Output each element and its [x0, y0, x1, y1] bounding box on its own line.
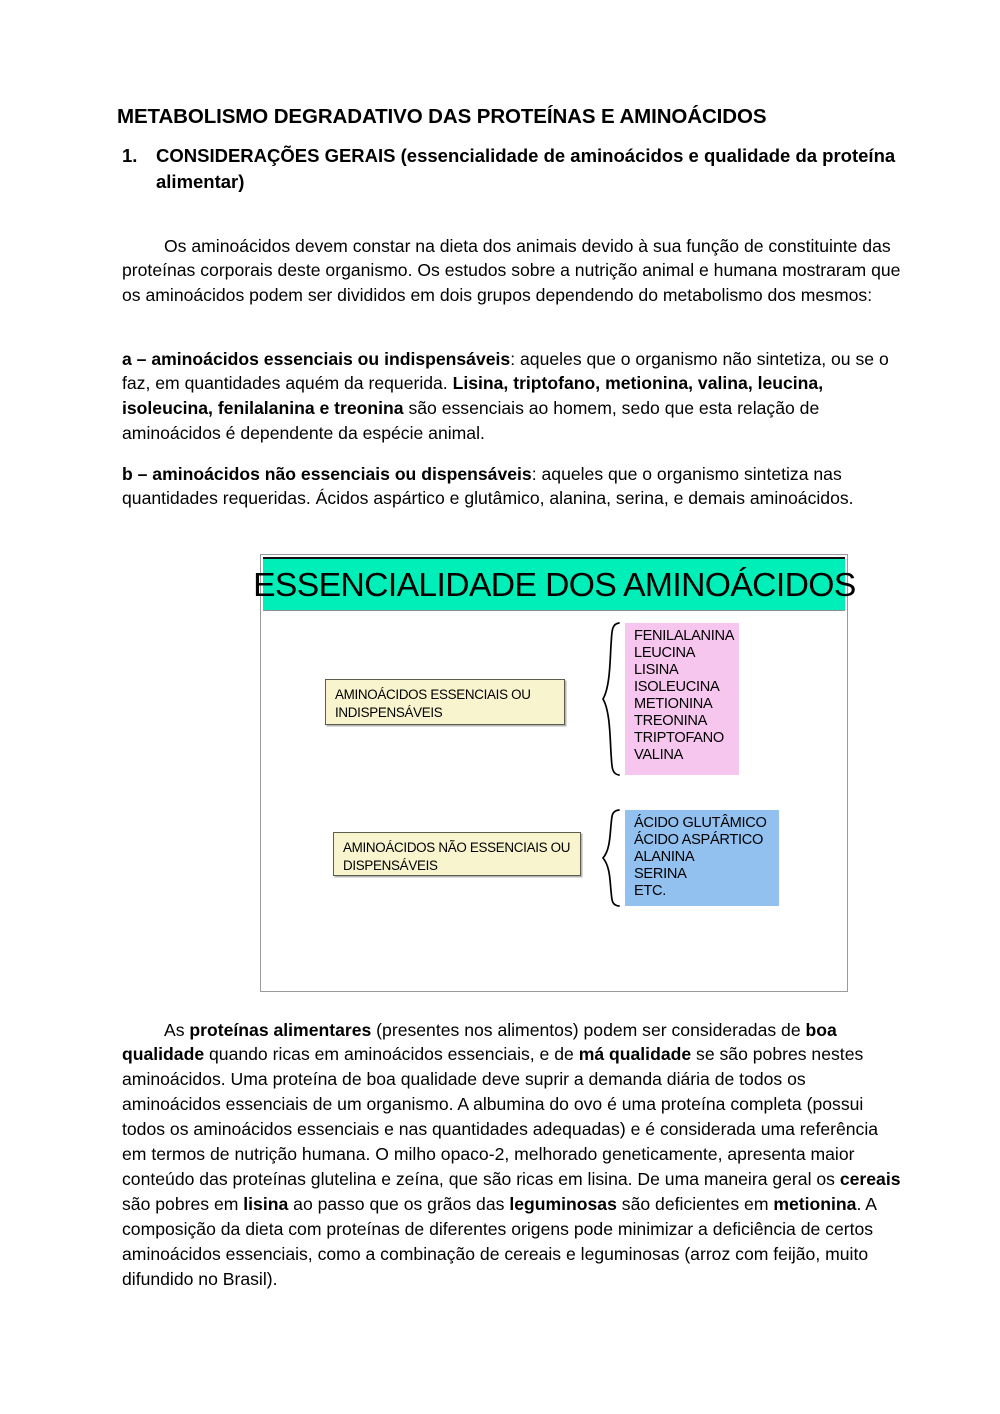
list-item: ETC.	[634, 883, 667, 899]
section-heading	[122, 143, 908, 196]
list-item: ÁCIDO ASPÁRTICO	[634, 832, 764, 848]
list-item: METIONINA	[634, 696, 713, 712]
paragraph-intro-text: Os aminoácidos devem constar na dieta dos animais devido à sua função de constituinte das proteínas corporais deste organismo. Os estudos sobre a nutrição animal e humana mostraram que os aminoácidos podem ser divididos em dois grupos dependendo do metabolismo dos mesmos:	[122, 235, 901, 306]
list-item: ÁCIDO GLUTÂMICO	[634, 815, 767, 831]
paragraph-final	[122, 1018, 907, 1292]
list-item: FENILALANINA	[634, 628, 735, 644]
list-item: TREONINA	[634, 713, 708, 729]
final-bold-6: leguminosas	[509, 1193, 617, 1214]
final-bold-5: lisina	[243, 1193, 289, 1214]
item-b-text: : aqueles que o organismo sintetiza nas quantidades requeridas. Ácidos aspártico e glutâmico, alanina, serina, e demais aminoácidos.	[122, 463, 854, 509]
final-bold-1: proteínas alimentares	[189, 1019, 372, 1040]
item-a-text-1: : aqueles que o organismo não sintetiza, ou se o faz, em quantidades aquém da requerida.	[122, 348, 889, 394]
final-seg-2: (presentes nos alimentos) podem ser consideradas de	[371, 1019, 806, 1040]
diagram-banner-title: ESSENCIALIDADE DOS AMINOÁCIDOS	[252, 565, 856, 603]
paragraph-item-a	[122, 347, 907, 447]
final-seg-7: são deficientes em	[616, 1193, 774, 1214]
item-a-text-2: são essenciais ao homem, sedo que esta relação de aminoácidos é dependente da espécie animal.	[122, 398, 820, 444]
final-seg-1: As	[164, 1019, 190, 1040]
final-bold-7: metionina	[773, 1193, 857, 1214]
category-box-nonessential	[333, 832, 581, 876]
section-number: 1.	[122, 145, 138, 166]
final-bold-4: cereais	[839, 1168, 901, 1189]
list-item: LEUCINA	[634, 645, 696, 661]
diagram-banner	[252, 557, 856, 611]
amino-acid-list-essential	[625, 623, 739, 775]
list-item: ALANINA	[634, 849, 695, 865]
category-label-essential: AMINOÁCIDOS ESSENCIAIS OU INDISPENSÁVEIS	[335, 687, 531, 720]
category-label-nonessential: AMINOÁCIDOS NÃO ESSENCIAIS OU DISPENSÁVEIS	[343, 840, 571, 873]
final-seg-8: . A composição da dieta com proteínas de diferentes origens pode minimizar a deficiência de certos aminoácidos essenciais, como a combinação de cereais e leguminosas (arroz com feijão, muito difundido no Brasil).	[122, 1193, 877, 1289]
final-bold-3: má qualidade	[578, 1044, 692, 1065]
list-item: ISOLEUCINA	[634, 679, 720, 695]
final-seg-5: são pobres em	[122, 1193, 244, 1214]
item-b-lead: b – aminoácidos não essenciais ou dispensáveis	[122, 463, 532, 484]
section-heading-text: CONSIDERAÇÕES GERAIS (essencialidade de aminoácidos e qualidade da proteína alimentar)	[156, 145, 896, 193]
final-seg-3: quando ricas em aminoácidos essenciais, e de	[204, 1044, 579, 1065]
curly-brace-icon-nonessential	[599, 808, 623, 908]
list-item: SERINA	[634, 866, 687, 882]
final-seg-4: se são pobres nestes aminoácidos. Uma proteína de boa qualidade deve suprir a demanda diária de todos os aminoácidos essenciais de um organismo. A albumina do ovo é uma proteína completa (possui todos os aminoácidos essenciais e nas quantidades adequadas) e é considerada uma referência em termos de nutrição humana. O milho opaco-2, melhorado geneticamente, apresenta maior conteúdo das proteínas glutelina e zeína, que são ricas em lisina. De uma maneira geral os	[122, 1044, 879, 1189]
curly-brace-icon-essential	[599, 621, 623, 777]
item-a-lead: a – aminoácidos essenciais ou indispensáveis	[122, 348, 511, 369]
list-item: LISINA	[634, 662, 679, 678]
final-seg-6: ao passo que os grãos das	[288, 1193, 510, 1214]
paragraph-item-b	[122, 462, 907, 512]
item-a-emphasis: Lisina, triptofano, metionina, valina, leucina, isoleucina, fenilalanina e treonina	[122, 373, 824, 419]
final-bold-2: boa qualidade	[122, 1019, 837, 1065]
category-box-essential	[325, 679, 565, 725]
list-item: TRIPTOFANO	[634, 730, 724, 746]
page-title: METABOLISMO DEGRADATIVO DAS PROTEÍNAS E AMINOÁCIDOS	[117, 104, 767, 128]
paragraph-intro	[122, 234, 907, 309]
essentiality-diagram	[252, 554, 856, 992]
amino-acid-list-nonessential	[625, 810, 779, 906]
list-item: VALINA	[634, 747, 684, 763]
